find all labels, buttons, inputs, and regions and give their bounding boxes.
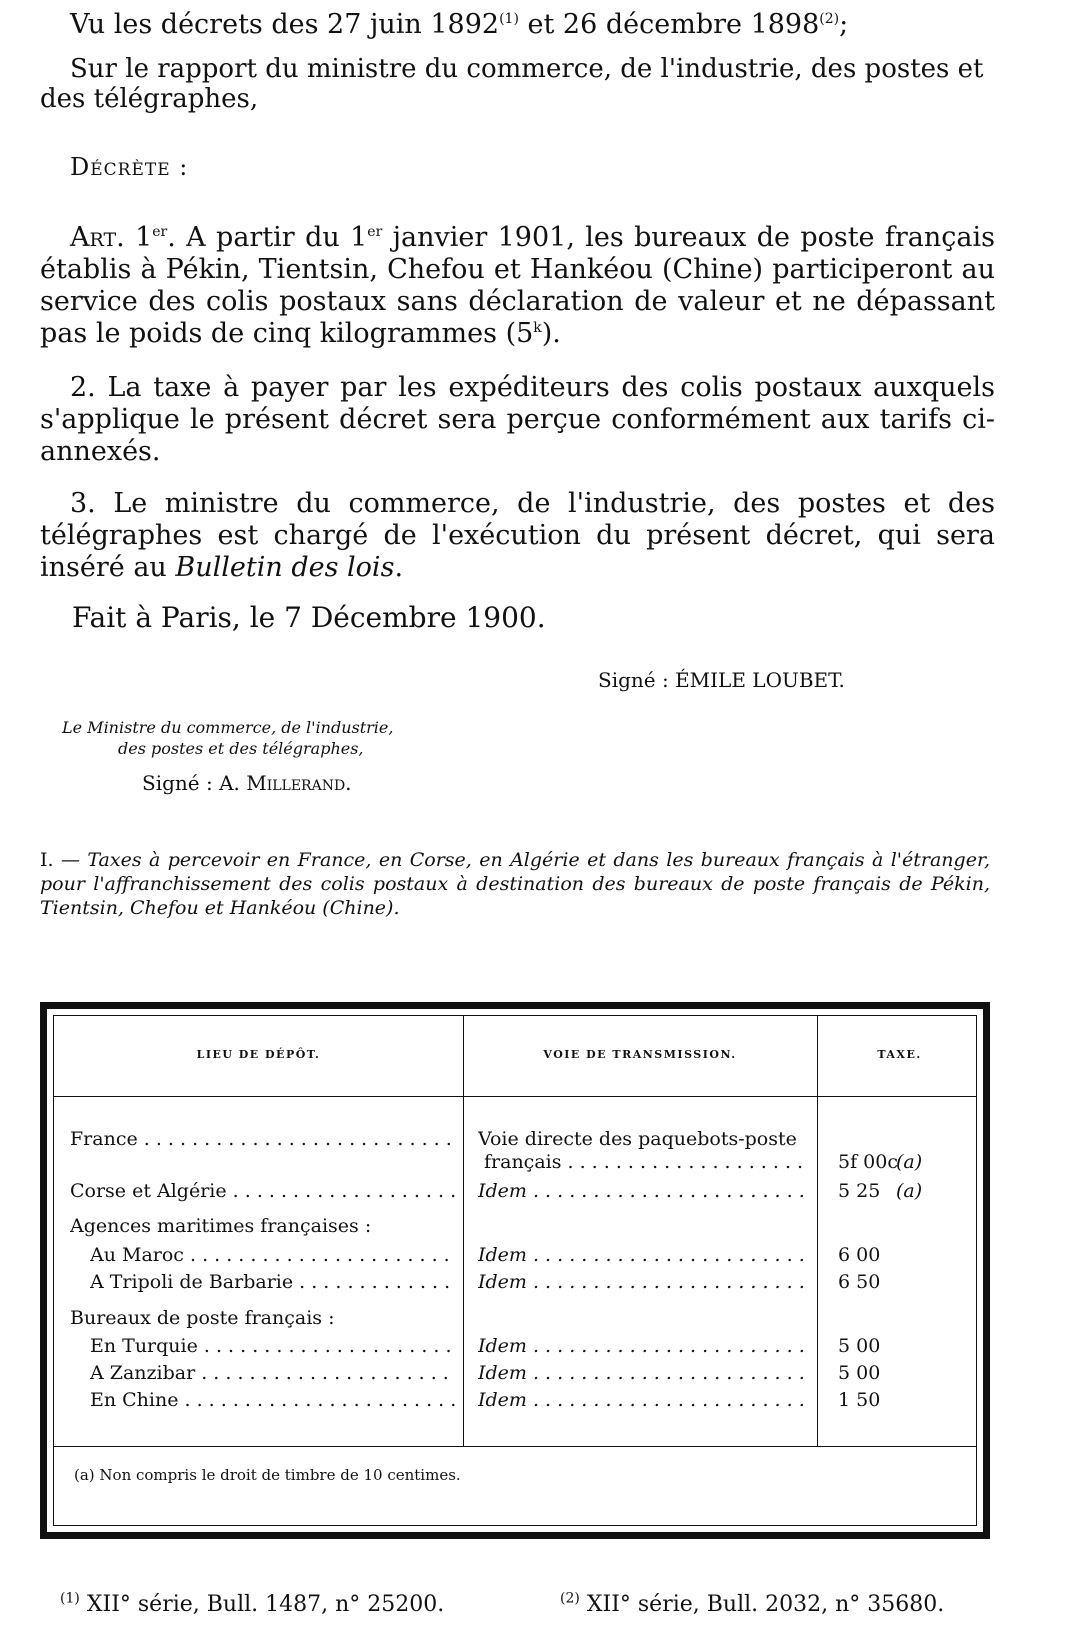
article-3-text-b: . [394,552,404,583]
header-taxe: TAXE. [877,1048,922,1061]
table-row-taxe: 5 00 [838,1362,881,1384]
decrees-text-mid: et 26 décembre 1898 [518,9,820,40]
report-line-2: des télégraphes, [40,84,259,114]
table-row-lieu: Au Maroc . . . [90,1244,455,1266]
report-line-1: Sur le rapport du ministre du commerce, de l'industrie, des postes et [70,54,984,84]
article-1-label: Art. 1 [70,222,153,253]
table-row-lieu: France . . . [70,1128,455,1150]
footnote-2 [560,1590,944,1620]
article-3 [40,488,995,584]
table-row-voie-cont: français . . . [484,1151,809,1173]
table-row-lieu: A Zanzibar . . . [90,1362,455,1384]
table-row-lieu: Corse et Algérie . . . [70,1180,455,1202]
table-row-voie: Idem . . . [478,1389,809,1411]
decrees-line [70,10,848,40]
signed-president: Signé : ÉMILE LOUBET. [598,668,845,692]
header-voie-de-transmission: VOIE DE TRANSMISSION. [543,1048,737,1061]
article-1-text-b: janvier 1901, les bureaux de poste français établis à Pékin, Tientsin, Chefou et Hankéou (Chine) participeront au service des colis postaux sans déclaration de valeur et ne dépassant pas le poids de cinq kilogrammes (5 [40,222,995,349]
table-row-lieu: En Chine . . . [90,1389,455,1411]
footnote-ref-2: (2) [819,11,840,27]
minister-line-1: Le Ministre du commerce, de l'industrie, [62,718,394,737]
decrees-text-start: Vu les décrets des 27 juin 1892 [70,9,500,40]
table-row-voie: Idem . . . [478,1180,809,1202]
article-2: 2. La taxe à payer par les expéditeurs des colis postaux auxquels s'applique le présent décret sera perçue conformément aux tarifs ci-annexés. [40,372,995,467]
minister-line-2: des postes et des télégraphes, [118,739,364,758]
table-row-voie: Voie directe des paquebots-poste [478,1128,797,1150]
table-row-lieu: En Turquie . . . [90,1335,455,1357]
article-1-text-c: ). [541,318,561,349]
footnote-rule [54,1446,976,1447]
article-1-label-sup: er [152,224,168,240]
table-row-taxe: 6 50 [838,1271,881,1293]
table-row-taxe: 5 25 [838,1180,881,1202]
table-caption-text: Taxes à percevoir en France, en Corse, en Algérie et dans les bureaux français à l'étranger, pour l'affranchissement des colis postaux à destination des bureaux de poste français de Pékin, Tientsin, Chefou et Hankéou (Chine). [40,849,990,919]
table-group-heading: Agences maritimes françaises : [70,1215,372,1237]
table-row-voie: Idem . . . [478,1244,809,1266]
decrees-text-end: ; [839,9,849,40]
tariff-table-inner [53,1015,977,1526]
signed-minister-prefix: Signé : A. [142,771,247,795]
table-row-lieu: A Tripoli de Barbarie . . . [90,1271,455,1293]
footnote-1-text: XII° série, Bull. 1487, n° 25200. [86,1592,445,1617]
table-row-voie: Idem . . . [478,1362,809,1384]
column-divider-2 [817,1016,818,1446]
table-row-voie: Idem . . . [478,1335,809,1357]
tariff-table [40,1002,990,1539]
article-3-text-a: 3. Le ministre du commerce, de l'industrie, des postes et des télégraphes est chargé de l'exécution du présent décret, qui sera inséré au [40,488,995,583]
table-row-note: (a) [896,1180,923,1202]
table-caption-number: I. — [40,849,88,871]
footnote-1-mark: (1) [60,1590,80,1607]
column-divider-1 [463,1016,464,1446]
table-row-taxe: 5 00 [838,1335,881,1357]
table-row-taxe: 1 50 [838,1389,881,1411]
signed-minister [142,768,352,798]
footnote-2-mark: (2) [560,1590,580,1607]
table-footnote: (a) Non compris le droit de timbre de 10 centimes. [74,1466,461,1484]
bulletin-des-lois: Bulletin des lois [175,552,395,583]
table-row-taxe: 5f 00c [838,1151,898,1173]
table-row-note: (a) [896,1151,923,1173]
header-lieu-de-depot: LIEU DE DÉPÔT. [196,1048,321,1061]
footnote-2-text: XII° série, Bull. 2032, n° 35680. [586,1592,945,1617]
footnote-1 [60,1590,444,1620]
header-rule [54,1096,976,1097]
table-row-voie: Idem . . . [478,1271,809,1293]
done-at-line: Fait à Paris, le 7 Décembre 1900. [72,601,546,634]
signed-minister-name: Millerand. [246,771,352,795]
footnote-ref-1: (1) [499,11,519,27]
article-1-date-sup: er [367,224,383,240]
table-row-taxe: 6 00 [838,1244,881,1266]
decree-heading: Décrète : [70,153,189,181]
table-group-heading: Bureaux de poste français : [70,1307,335,1329]
article-1 [40,222,995,350]
article-1-unit-sup: k [533,320,542,336]
table-caption [40,848,990,920]
article-1-text-a: . A partir du 1 [167,222,368,253]
